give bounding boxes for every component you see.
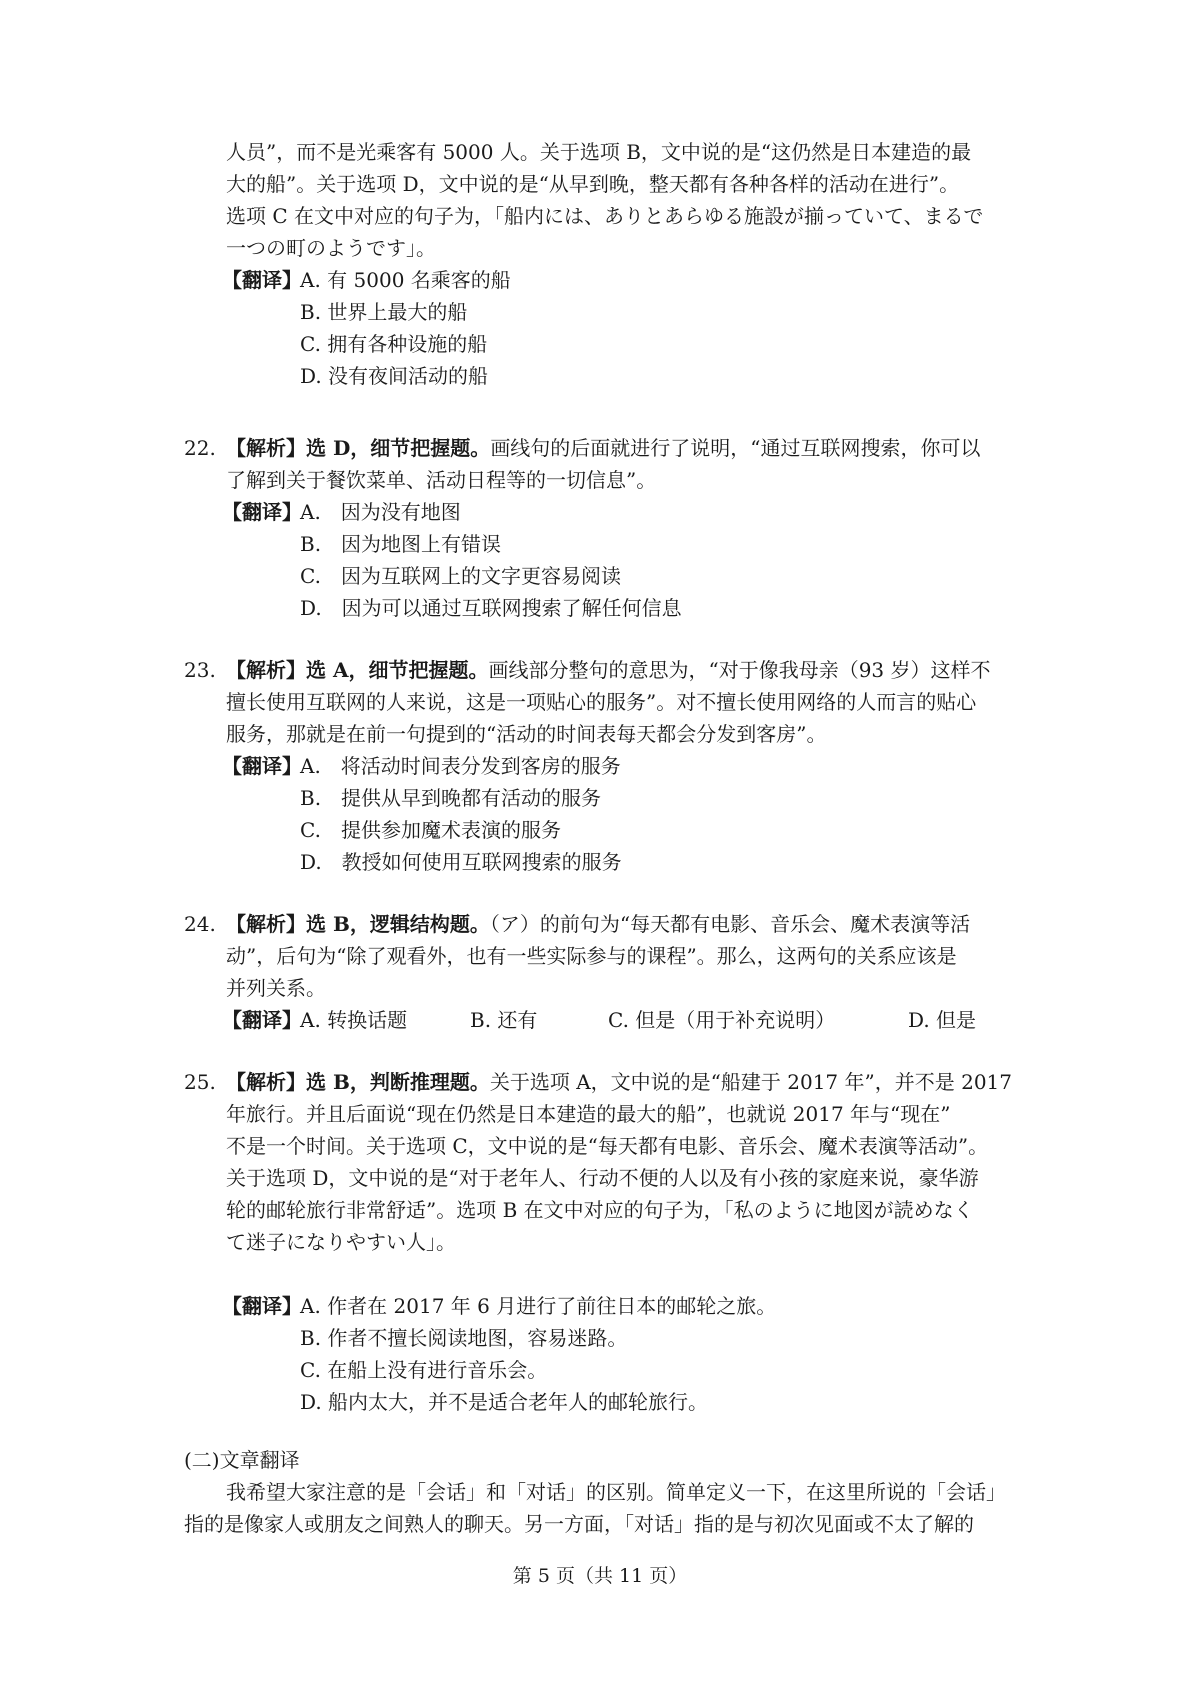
- question-number: 23.: [184, 658, 216, 682]
- section-heading: (二)文章翻译: [184, 1448, 300, 1472]
- paragraph-line: 指的是像家人或朋友之间熟人的聊天。另一方面，「对话」指的是与初次见面或不太了解的: [184, 1512, 974, 1536]
- option-c: C. 拥有各种设施的船: [300, 332, 488, 356]
- answer-text: 选 B，判断推理题。: [306, 1070, 490, 1094]
- option-b: B. 作者不擅长阅读地图，容易迷路。: [300, 1326, 628, 1350]
- option-a: A. 作者在 2017 年 6 月进行了前往日本的邮轮之旅。: [300, 1294, 777, 1318]
- analysis-text: 画线句的后面就进行了说明，“通过互联网搜索，你可以: [490, 436, 981, 460]
- translation-label: 【翻译】: [222, 500, 302, 524]
- question-number: 22.: [184, 436, 216, 460]
- text-line: 并列关系。: [226, 976, 326, 1000]
- text-line: 服务，那就是在前一句提到的“活动的时间表每天都会分发到客房”。: [226, 722, 827, 746]
- analysis-line: [226, 654, 991, 686]
- text-line: 年旅行。并且后面说“现在仍然是日本建造的最大的船”，也就说 2017 年与“现在”: [226, 1102, 951, 1126]
- option-c: C. 但是（用于补充说明）: [608, 1008, 836, 1032]
- text-line: 动”，后句为“除了观看外，也有一些实际参与的课程”。那么，这两句的关系应该是: [226, 944, 957, 968]
- translation-label: 【翻译】: [222, 268, 302, 292]
- text-line: 关于选项 D，文中说的是“对于老年人、行动不便的人以及有小孩的家庭来说，豪华游: [226, 1166, 979, 1190]
- text-line: 不是一个时间。关于选项 C，文中说的是“每天都有电影、音乐会、魔术表演等活动”。: [226, 1134, 989, 1158]
- option-d: D. 船内太大，并不是适合老年人的邮轮旅行。: [300, 1390, 709, 1414]
- option-b: B. 因为地图上有错误: [300, 532, 502, 556]
- analysis-text: （ア）的前句为“每天都有电影、音乐会、魔术表演等活: [489, 912, 971, 936]
- text-line: 大的船”。关于选项 D，文中说的是“从早到晚，整天都有各种各样的活动在进行”。: [226, 172, 960, 196]
- text-line: 擅长使用互联网的人来说，这是一项贴心的服务”。对不擅长使用网络的人而言的贴心: [226, 690, 977, 714]
- analysis-label: 【解析】: [226, 658, 306, 682]
- text-line: 了解到关于餐饮菜单、活动日程等的一切信息”。: [226, 468, 657, 492]
- text-line: 人员”，而不是光乘客有 5000 人。关于选项 B，文中说的是“这仍然是日本建造的最: [226, 140, 972, 164]
- option-d: D. 但是: [908, 1008, 977, 1032]
- option-b: B. 世界上最大的船: [300, 300, 468, 324]
- analysis-line: [226, 908, 970, 940]
- analysis-text: 关于选项 A，文中说的是“船建于 2017 年”，并不是 2017: [489, 1070, 1012, 1094]
- analysis-text: 画线部分整句的意思为，“对于像我母亲（93 岁）这样不: [488, 658, 991, 682]
- option-c: C. 在船上没有进行音乐会。: [300, 1358, 548, 1382]
- option-d: D. 教授如何使用互联网搜索的服务: [300, 850, 622, 874]
- text-line: 轮的邮轮旅行非常舒适”。选项 B 在文中对应的句子为，「私のように地図が読めなく: [226, 1198, 974, 1222]
- option-a: A. 因为没有地图: [300, 500, 461, 524]
- translation-label: 【翻译】: [222, 754, 302, 778]
- answer-text: 选 B，逻辑结构题。: [306, 912, 490, 936]
- answer-text: 选 D，细节把握题。: [306, 436, 491, 460]
- option-b: B. 还有: [470, 1008, 538, 1032]
- translation-label: 【翻译】: [222, 1294, 302, 1318]
- translation-label: 【翻译】: [222, 1008, 302, 1032]
- option-c: C. 因为互联网上的文字更容易阅读: [300, 564, 621, 588]
- analysis-line: [226, 432, 981, 464]
- option-a: A. 转换话题: [300, 1008, 408, 1032]
- text-line: 选项 C 在文中对应的句子为，「船内には、ありとあらゆる施設が揃っていて、まるで: [226, 204, 984, 228]
- answer-text: 选 A，细节把握题。: [306, 658, 489, 682]
- paragraph-line: 我希望大家注意的是「会话」和「对话」的区别。简单定义一下，在这里所说的「会话」: [226, 1480, 1006, 1504]
- option-c: C. 提供参加魔术表演的服务: [300, 818, 561, 842]
- analysis-line: [226, 1066, 1012, 1098]
- option-b: B. 提供从早到晚都有活动的服务: [300, 786, 602, 810]
- text-line: 一つの町のようです」。: [226, 236, 436, 260]
- text-line: て迷子になりやすい人」。: [226, 1230, 456, 1254]
- option-d: D. 因为可以通过互联网搜索了解任何信息: [300, 596, 682, 620]
- option-a: A. 有 5000 名乘客的船: [300, 268, 511, 292]
- question-number: 25.: [184, 1070, 216, 1094]
- analysis-label: 【解析】: [226, 1070, 306, 1094]
- analysis-label: 【解析】: [226, 912, 306, 936]
- analysis-label: 【解析】: [226, 436, 306, 460]
- option-d: D. 没有夜间活动的船: [300, 364, 489, 388]
- question-number: 24.: [184, 912, 216, 936]
- page-footer: 第 5 页（共 11 页）: [512, 1565, 688, 1587]
- option-a: A. 将活动时间表分发到客房的服务: [300, 754, 621, 778]
